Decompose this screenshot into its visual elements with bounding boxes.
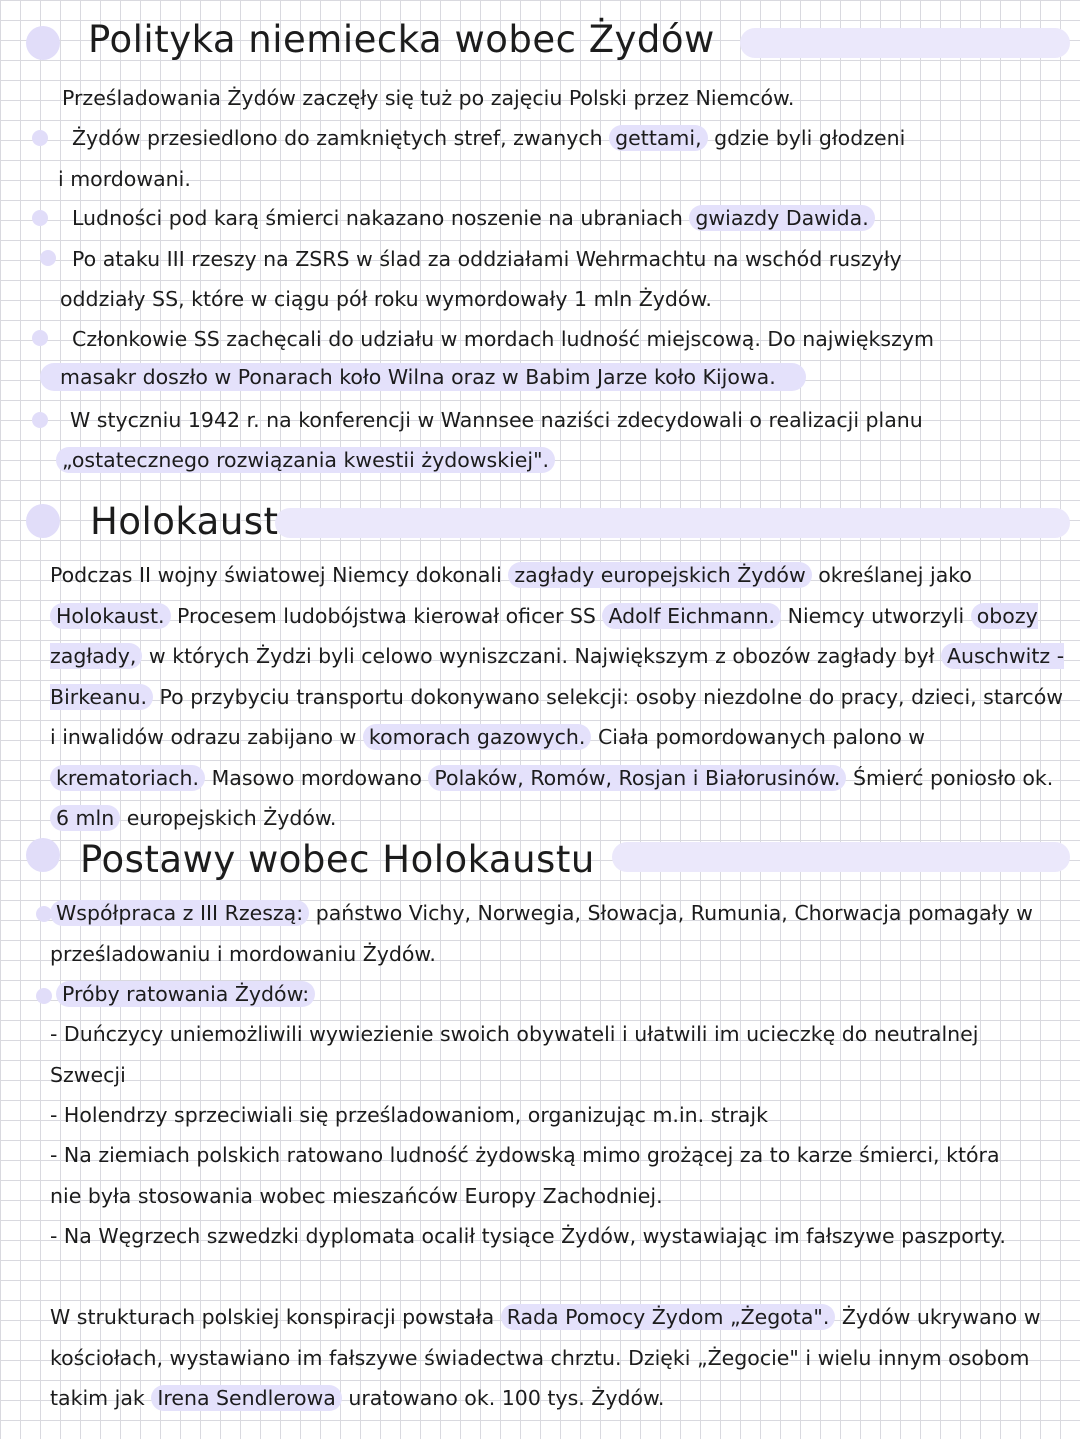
title-underline-bar — [275, 508, 1070, 538]
text-line: Ludności pod karą śmierci nakazano noszenie na ubraniach gwiazdy Dawida. — [72, 206, 875, 230]
text-line: oddziały SS, które w ciągu pół roku wymordowały 1 mln Żydów. — [60, 287, 712, 311]
text-line: Prześladowania Żydów zaczęły się tuż po zajęciu Polski przez Niemców. — [62, 86, 795, 110]
list-item-wegry: - Na Węgrzech szwedzki dyplomata ocalił tysiące Żydów, wystawiając im fałszywe paszporty. — [50, 1224, 1006, 1248]
highlight-term: Współpraca z III Rzeszą: — [50, 900, 309, 926]
title-bullet-dot — [26, 504, 60, 538]
highlight-term: Irena Sendlerowa — [151, 1385, 342, 1411]
highlight-term: masakr doszło w Ponarach koło Wilna oraz w Babim Jarze koło Kijowa. — [40, 363, 806, 391]
bullet-dot — [40, 250, 56, 266]
highlight-term: Próby ratowania Żydów: — [56, 981, 315, 1007]
highlight-term: komorach gazowych. — [363, 724, 592, 750]
paragraph-zegota: W strukturach polskiej konspiracji powstała Rada Pomocy Żydom „Żegota". Żydów ukrywano w kościołach, wystawiano im fałszywe świadectwa chrztu. Dzięki „Żegocie" i wielu innym osobom takim jak Irena Sendlerowa uratowano ok. 100 tys. Żydów. — [50, 1305, 1041, 1410]
highlight-term: Rada Pomocy Żydom „Żegota". — [501, 1304, 836, 1330]
text-line: Żydów przesiedlono do zamkniętych stref, zwanych gettami, gdzie byli głodzeni — [72, 126, 906, 150]
title-bullet-dot — [26, 26, 60, 60]
title-bullet-dot — [26, 838, 60, 872]
list-item-holendrzy: - Holendrzy sprzeciwiali się prześladowaniom, organizując m.in. strajk — [50, 1103, 768, 1127]
text-line — [56, 448, 555, 472]
text-line: Członkowie SS zachęcali do udziału w mordach ludność miejscową. Do największym — [72, 327, 934, 351]
bullet-dot — [32, 130, 48, 146]
text-line: i mordowani. — [58, 167, 191, 191]
paragraph-proby-label — [56, 974, 1056, 1015]
highlight-term: Adolf Eichmann. — [602, 603, 781, 629]
highlight-term: „ostatecznego rozwiązania kwestii żydowskiej". — [56, 447, 555, 473]
bullet-dot — [32, 210, 48, 226]
highlight-term: gettami, — [609, 125, 707, 151]
highlight-term: 6 mln — [50, 805, 120, 831]
text-line — [58, 408, 929, 432]
list-item-dunczycy: - Duńczycy uniemożliwili wywiezienie swoich obywateli i ułatwili im ucieczkę do neutralnej Szwecji — [50, 1022, 979, 1087]
highlight-term: Holokaust. — [50, 603, 171, 629]
highlight-term: krematoriach. — [50, 765, 205, 791]
highlight-term: Auschwitz - Birkeanu. — [50, 644, 1065, 709]
text-line: Po ataku III rzeszy na ZSRS w ślad za oddziałami Wehrmachtu na wschód ruszyły — [72, 247, 902, 271]
highlight-term: Polaków, Romów, Rosjan i Białorusinów. — [428, 765, 846, 791]
highlight-term: zagłady europejskich Żydów — [508, 562, 811, 588]
text-line — [40, 365, 806, 389]
section-title-holokaust: Holokaust — [90, 500, 279, 543]
section-title-postawy: Postawy wobec Holokaustu — [80, 838, 595, 881]
paragraph-holokaust: Podczas II wojny światowej Niemcy dokonali zagłady europejskich Żydów określanej jako Holokaust. Procesem ludobójstwa kierował oficer SS Adolf Eichmann. Niemcy utworzyli obozy zagłady, w których Żydzi byli celowo wyniszczani. Największym z obozów zagłady był Auschwitz - Birkeanu. Po przybyciu transportu dokonywano selekcji: osoby niezdolne do pracy, dzieci, starców i inwalidów odrazu zabijano w komorach gazowych. Ciała pomordowanych palono w krematoriach. Masowo mordowano Polaków, Romów, Rosjan i Białorusinów. Śmierć poniosło ok. 6 mln europejskich Żydów. — [50, 563, 1065, 830]
bullet-dot — [32, 412, 48, 428]
highlight-term: obozy zagłady, — [50, 603, 1038, 668]
highlight-term: W styczniu 1942 r. na konferencji w Wannsee naziści zdecydowali o realizacji planu — [70, 408, 923, 432]
list-item-polska: - Na ziemiach polskich ratowano ludność żydowską mimo grożącej za to karze śmierci, która nie była stosowania wobec mieszańców Europy Zachodniej. — [50, 1143, 1000, 1208]
bullet-dot — [36, 988, 52, 1004]
section-title-polityka: Polityka niemiecka wobec Żydów — [88, 18, 715, 61]
paragraph-wspolpraca: Współpraca z III Rzeszą: państwo Vichy, Norwegia, Słowacja, Rumunia, Chorwacja pomagały w prześladowaniu i mordowaniu Żydów. — [50, 901, 1033, 966]
bullet-dot — [32, 330, 48, 346]
title-underline-bar — [612, 842, 1070, 872]
highlight-term: gwiazdy Dawida. — [689, 205, 874, 231]
title-underline-bar — [740, 28, 1070, 58]
